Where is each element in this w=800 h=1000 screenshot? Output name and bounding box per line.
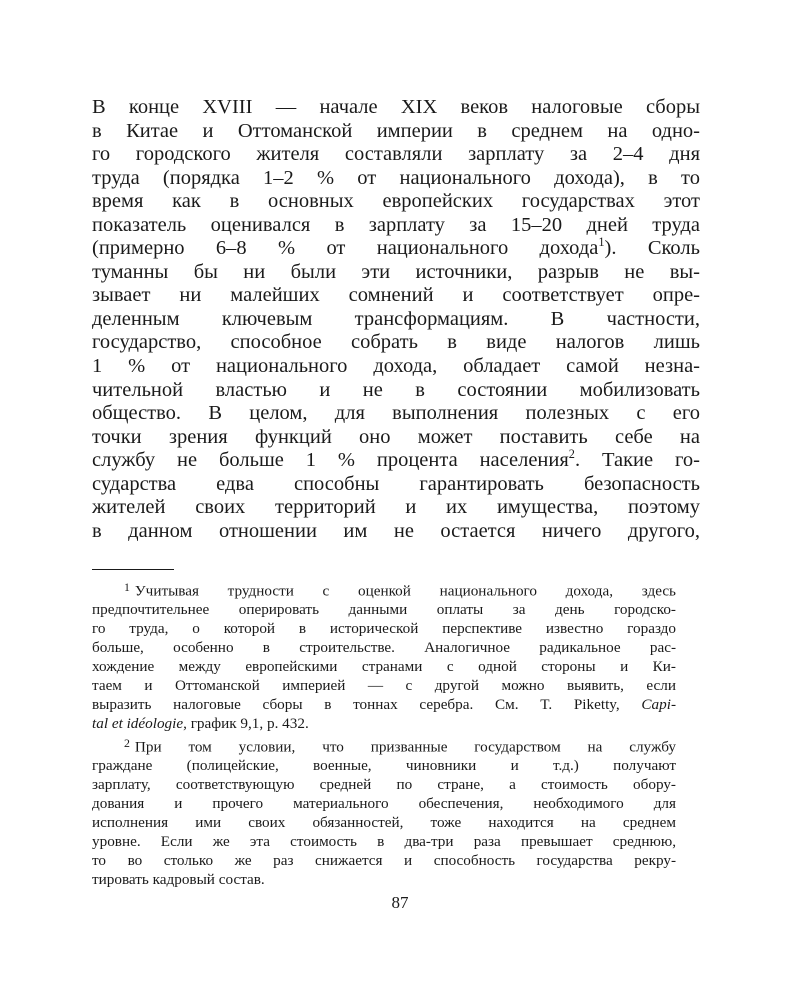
text-segment: службу не больше 1 % процента населения xyxy=(92,449,569,472)
text-line: зывает ни малейших сомнений и соответствует опре- xyxy=(92,284,700,307)
footnote-line: то во столько же раз снижается и способность государства рекру- xyxy=(92,851,676,869)
footnote-text: При том условии, что призванные государством на службу xyxy=(134,738,676,756)
footnote-line: дования и прочего материального обеспечения, необходимого для xyxy=(92,794,676,812)
text-line: государство, способное собрать в виде налогов лишь xyxy=(92,331,700,354)
text-segment: . Такие го- xyxy=(574,449,700,472)
footnote-1 xyxy=(92,578,676,734)
footnote-line: хождение между европейскими странами с одной стороны и Ки- xyxy=(92,658,676,676)
footnote-line xyxy=(92,696,676,715)
text-line: сударства едва способны гарантировать безопасность xyxy=(92,472,700,495)
text-line xyxy=(92,449,700,473)
text-segment: ). Сколь xyxy=(604,237,700,260)
footnote-line: тировать кадровый состав. xyxy=(92,870,265,888)
text-line: общество. В целом, для выполнения полезных с его xyxy=(92,402,700,425)
text-line: жителей своих территорий и их имущества, поэтому xyxy=(92,496,700,519)
text-line xyxy=(92,237,700,261)
footnote-number: 1 xyxy=(124,580,130,594)
footnotes xyxy=(92,578,676,890)
text-line: в Китае и Оттоманской империи в среднем на одно- xyxy=(92,119,700,142)
footnote-line: уровне. Если же эта стоимость в два-три раза превышает среднюю, xyxy=(92,832,676,850)
footnote-line xyxy=(92,734,676,757)
text-line: го городского жителя составляли зарплату за 2–4 дня xyxy=(92,143,700,166)
text-line: В конце XVIII — начале XIX веков налоговые сборы xyxy=(92,96,700,118)
footnote-line: таем и Оттоманской империей — с другой можно выявить, если xyxy=(92,677,676,695)
footnote-text: Учитывая трудности с оценкой национального дохода, здесь xyxy=(134,582,676,600)
text-line: 1 % от национального дохода, обладает самой незна- xyxy=(92,355,700,378)
footnote-line: больше, особенно в строительстве. Аналогичное радикальное рас- xyxy=(92,639,676,657)
text-line: время как в основных европейских государствах этот xyxy=(92,190,700,213)
footnote-text: , график 9,1, p. 432. xyxy=(183,714,309,732)
text-line: туманны бы ни были эти источники, разрыв не вы- xyxy=(92,260,700,283)
footnote-line: го труда, о которой в исторической перспективе известно гораздо xyxy=(92,620,676,638)
page-number: 87 xyxy=(391,893,409,912)
footnote-line xyxy=(92,715,676,734)
main-text xyxy=(92,96,700,543)
text-line: точки зрения функций оно может поставить себе на xyxy=(92,425,700,448)
footnote-ref-1: 1 xyxy=(598,235,605,250)
footnote-number: 2 xyxy=(124,735,130,750)
book-title: Capi- xyxy=(641,695,677,713)
text-line: деленным ключевым трансформациям. В частности, xyxy=(92,307,700,330)
text-segment: (примерно 6–8 % от национального дохода xyxy=(92,237,599,260)
footnote-divider xyxy=(92,569,174,570)
book-title: tal et idéologie xyxy=(92,714,184,732)
footnote-line: граждане (полицейские, военные, чиновники и т.д.) получают xyxy=(92,757,676,775)
footnote-text: выразить налоговые сборы в тоннах серебра. См. T. Piketty, xyxy=(92,695,620,713)
footnote-ref-2: 2 xyxy=(568,447,575,462)
footnote-line: предпочтительнее оперировать данными оплаты за день городско- xyxy=(92,601,676,619)
footnote-line xyxy=(92,578,676,601)
footnote-line: исполнения ими своих обязанностей, тоже находится на среднем xyxy=(92,813,676,831)
footnote-2 xyxy=(92,734,676,890)
footnote-line: зарплату, соответствующую средней по стране, а стоимость обору- xyxy=(92,776,676,794)
text-line: чительной властью и не в состоянии мобилизовать xyxy=(92,378,700,401)
text-line: в данном отношении им не остается ничего другого, xyxy=(92,519,700,542)
text-line: труда (порядка 1–2 % от национального дохода), в то xyxy=(92,166,700,189)
text-line: показатель оценивался в зарплату за 15–20 дней труда xyxy=(92,213,700,236)
